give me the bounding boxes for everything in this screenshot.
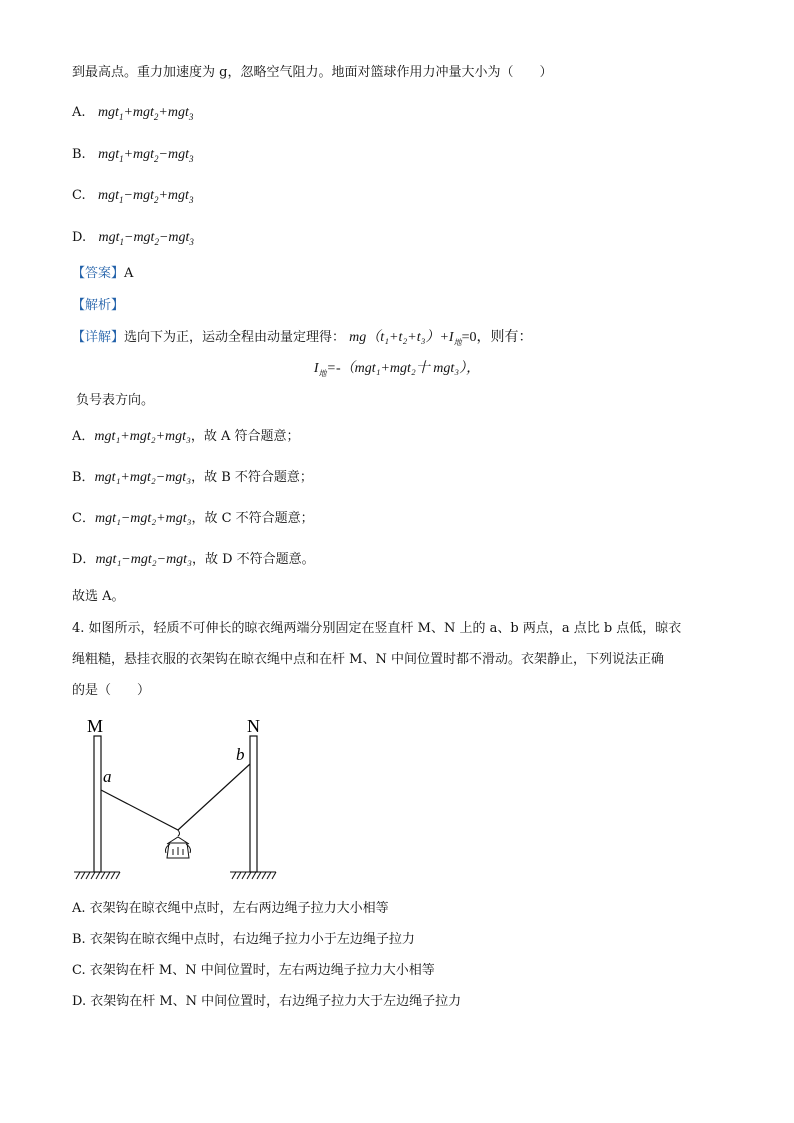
ground-right xyxy=(230,872,276,879)
option-expression: mgt$_1$+mgt$_2$+mgt$_3$ xyxy=(97,105,194,122)
judgement-c: C．mgt₁−mgt₂+mgt₃，故 C 不符合题意； xyxy=(72,511,314,526)
option-letter: D. xyxy=(72,230,87,245)
answer-tag: 【答案】 xyxy=(72,266,125,281)
label-m: M xyxy=(87,716,104,736)
option-letter: A. xyxy=(72,105,86,120)
momentum-equation: $mg(t_1+t_2+t_3)+I_地=0$，则有： xyxy=(349,330,533,347)
judgement-d: D．mgt₁−mgt₂−mgt₃，故 D 不符合题意。 xyxy=(72,552,315,567)
question4-stem-line3: 的是（ ） xyxy=(72,683,151,698)
option-b xyxy=(72,146,194,168)
clothesline-figure xyxy=(70,712,290,884)
detail-text: 选向下为正，运动全程由动量定理得： xyxy=(124,330,346,345)
option-a xyxy=(72,104,193,126)
question4-stem-line2: 绳粗糙，悬挂衣服的衣架钩在晾衣绳中点和在杆 M、N 中间位置时都不滑动。衣架静止，下列说法正确 xyxy=(72,652,664,667)
conclusion: 故选 A。 xyxy=(72,589,125,604)
q4-option-a: A. 衣架钩在晾衣绳中点时，左右两边绳子拉力大小相等 xyxy=(72,901,389,916)
question4-stem-line1: 4. 如图所示，轻质不可伸长的晾衣绳两端分别固定在竖直杆 M、N 上的 a、b 两点，a 点比 b 点低，晾衣 xyxy=(72,621,682,636)
detail-tag: 【详解】 xyxy=(72,330,125,345)
impulse-equation: $I_地=-(mgt_1+mgt_2$十 mgt₃）， xyxy=(313,361,481,378)
q4-option-c: C. 衣架钩在杆 M、N 中间位置时，左右两边绳子拉力大小相等 xyxy=(72,963,435,978)
option-letter: C. xyxy=(72,188,86,203)
detail-line xyxy=(72,329,532,352)
clothesline-rope xyxy=(101,764,250,830)
pole-n xyxy=(250,736,257,872)
answer-value: A xyxy=(124,266,134,281)
option-letter: B. xyxy=(72,147,86,162)
label-b: b xyxy=(236,745,245,764)
answer-line xyxy=(72,265,133,283)
option-expression: mgt$_1$−mgt$_2$+mgt$_3$ xyxy=(98,188,194,205)
judgement-a: A．mgt₁+mgt₂+mgt₃，故 A 符合题意； xyxy=(72,429,300,444)
option-expression: mgt$_1$−mgt$_2$−mgt$_3$ xyxy=(98,230,194,247)
sign-note: 负号表方向。 xyxy=(76,393,155,408)
label-n: N xyxy=(247,716,260,736)
option-c xyxy=(72,187,193,209)
option-d xyxy=(72,229,194,251)
question3-stem-tail: 到最高点。重力加速度为 g，忽略空气阻力。地面对篮球作用力冲量大小为（ ） xyxy=(72,65,553,80)
q4-option-b: B. 衣架钩在晾衣绳中点时，右边绳子拉力小于左边绳子拉力 xyxy=(72,932,415,947)
option-expression: mgt$_1$+mgt$_2$−mgt$_3$ xyxy=(98,147,194,164)
ground-left xyxy=(74,872,120,879)
analysis-tag: 【解析】 xyxy=(72,298,125,313)
hanging-clothes-icon xyxy=(166,830,191,858)
judgement-b: B．mgt₁+mgt₂−mgt₃，故 B 不符合题意； xyxy=(72,470,313,485)
pole-m xyxy=(94,736,101,872)
q4-option-d: D. 衣架钩在杆 M、N 中间位置时，右边绳子拉力大于左边绳子拉力 xyxy=(72,994,462,1009)
label-a: a xyxy=(103,767,112,786)
